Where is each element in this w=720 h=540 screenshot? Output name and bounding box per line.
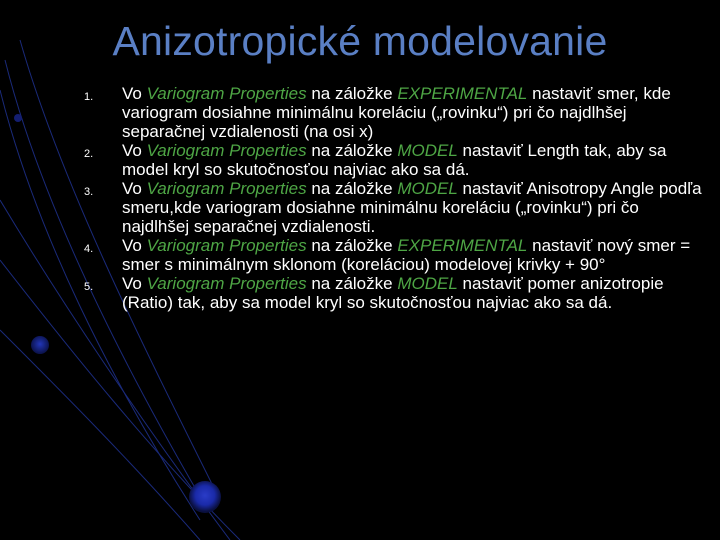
list-item: [84, 141, 704, 179]
item-number: 2.: [84, 148, 94, 160]
numbered-list: [84, 84, 704, 312]
item-text: nastaviť nový smer = smer s minimálnym sklonom (koreláciou) modelovej krivky + 90°: [122, 236, 691, 274]
item-highlight-tab: EXPERIMENTAL: [397, 84, 528, 103]
item-highlight-tab: MODEL: [397, 141, 458, 160]
item-text: Vo: [122, 141, 147, 160]
item-text: na záložke: [306, 179, 398, 198]
item-text: Vo: [122, 84, 147, 103]
item-text: na záložke: [306, 236, 398, 255]
item-highlight-tab: MODEL: [397, 179, 458, 198]
item-highlight-properties: Variogram Properties: [146, 236, 307, 255]
item-text: na záložke: [306, 274, 398, 293]
orb-small: [31, 336, 49, 354]
item-text: Vo: [122, 274, 147, 293]
item-number: 4.: [84, 243, 94, 255]
item-highlight-properties: Variogram Properties: [146, 274, 307, 293]
item-highlight-properties: Variogram Properties: [146, 141, 307, 160]
item-number: 1.: [84, 91, 94, 103]
item-number: 3.: [84, 186, 94, 198]
item-text: na záložke: [306, 141, 398, 160]
item-highlight-tab: MODEL: [397, 274, 458, 293]
item-text: Vo: [122, 236, 147, 255]
orb-tiny: [14, 114, 22, 122]
list-item: [84, 236, 704, 274]
item-highlight-properties: Variogram Properties: [146, 84, 307, 103]
item-text: nastaviť Length tak, aby sa model kryl so skutočnosťou najviac ako sa dá.: [122, 141, 667, 179]
item-highlight-properties: Variogram Properties: [146, 179, 307, 198]
list-item: [84, 179, 704, 236]
orb-large: [189, 481, 221, 513]
item-number: 5.: [84, 281, 94, 293]
list-item: [84, 274, 704, 312]
item-text: nastaviť smer, kde variogram dosiahne minimálnu koreláciu („rovinku“) pri čo najdlhšej separačnej vzdialenosti (na osi x): [122, 84, 671, 141]
list-item: [84, 84, 704, 141]
item-text: na záložke: [306, 84, 398, 103]
item-text: nastaviť pomer anizotropie (Ratio) tak, aby sa model kryl so skutočnosťou najviac ako sa dá.: [122, 274, 664, 312]
item-highlight-tab: EXPERIMENTAL: [397, 236, 528, 255]
item-text: nastaviť Anisotropy Angle podľa smeru,kde variogram dosiahne minimálnu koreláciu („rovinku“) pri čo najdlhšej separačnej vzdialenosti.: [122, 179, 702, 236]
item-text: Vo: [122, 179, 147, 198]
slide-title: Anizotropické modelovanie: [112, 18, 608, 64]
